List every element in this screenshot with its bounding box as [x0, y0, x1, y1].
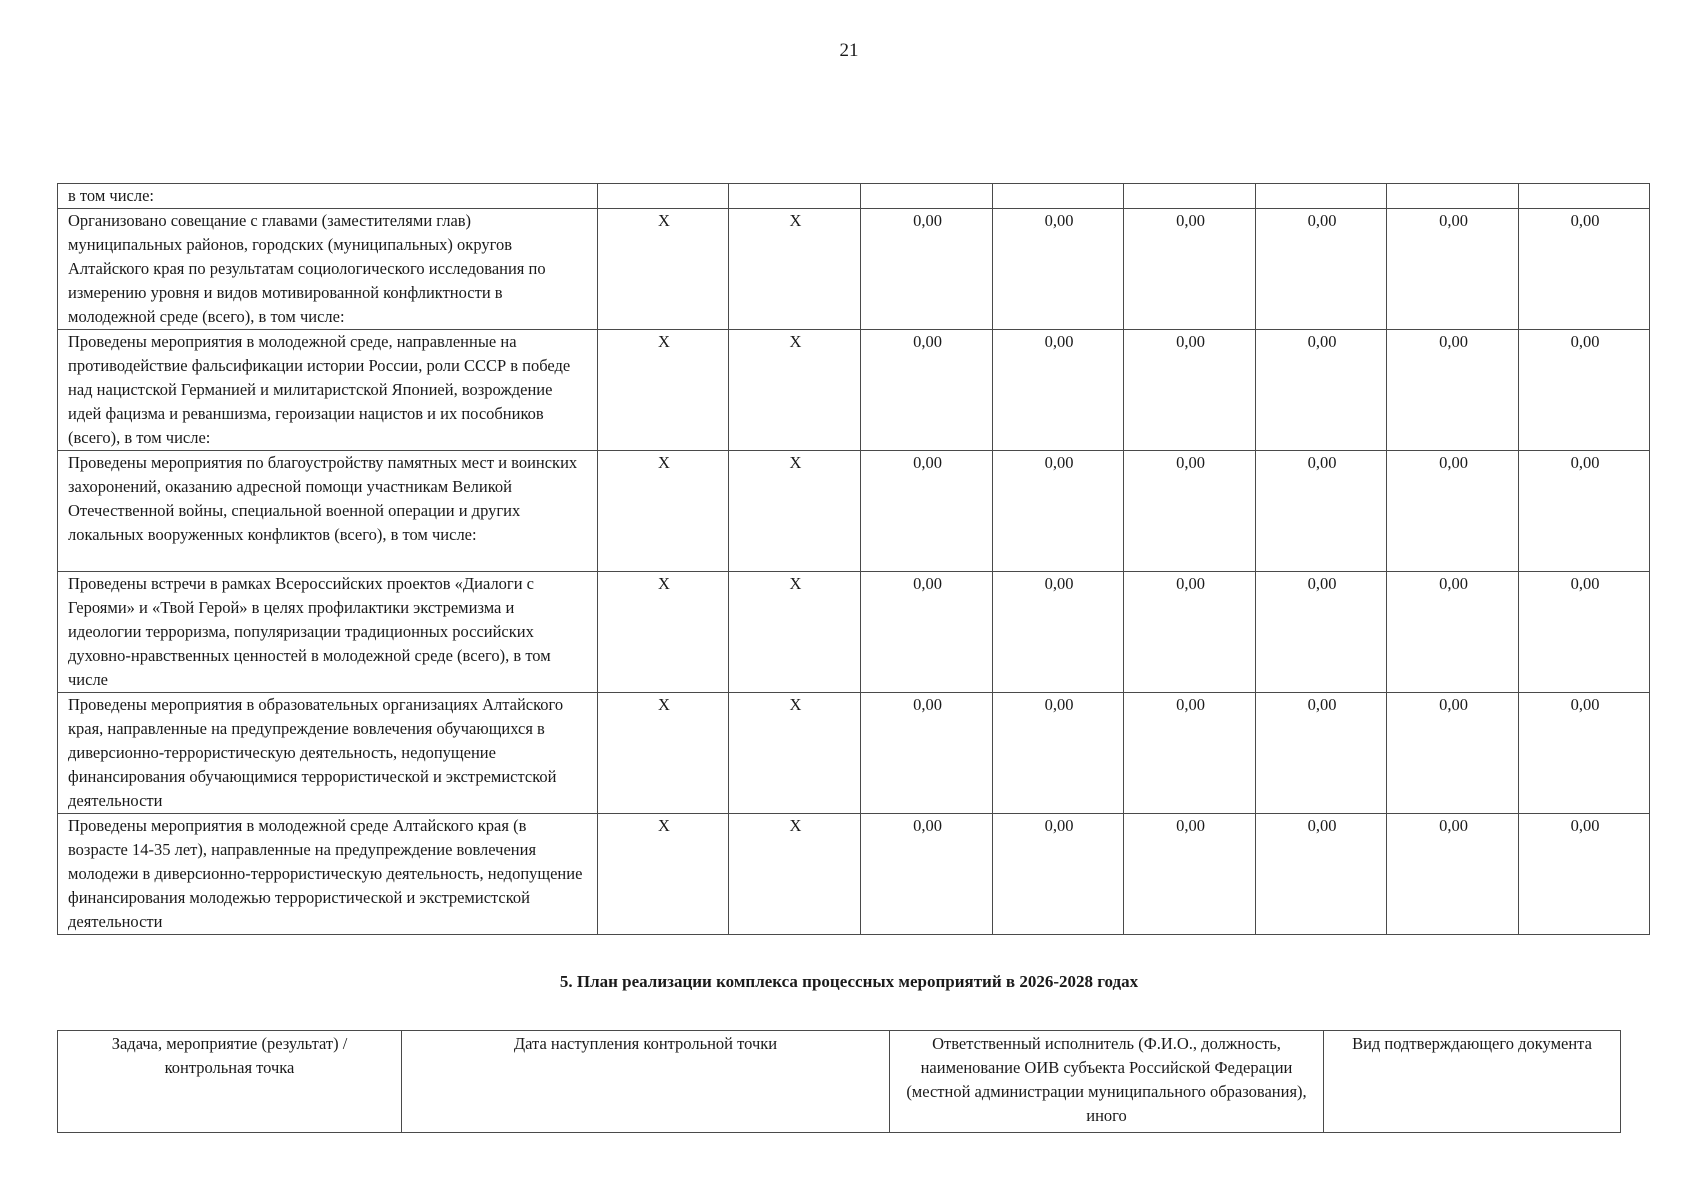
- row-description: Проведены мероприятия в образовательных организациях Алтайского края, направленные на предупреждение вовлечения обучающихся в диверсионно-террористическую деятельность, недопущение финансирования обучающимися террористической и экстремистской деятельности: [58, 693, 598, 814]
- row-description: Проведены мероприятия по благоустройству памятных мест и воинских захоронений, оказанию адресной помощи участникам Великой Отечественной войны, специальной военной операции и других локальных вооруженных конфликтов (всего), в том числе:: [58, 451, 598, 572]
- empty-cell: [1387, 184, 1519, 209]
- value-cell: 0,00: [993, 330, 1124, 451]
- row-description: Проведены встречи в рамках Всероссийских проектов «Диалоги с Героями» и «Твой Герой» в целях профилактики экстремизма и идеологии терроризма, популяризации традиционных российских духовно-нравственных ценностей в молодежной среде (всего), в том числе: [58, 572, 598, 693]
- value-cell: 0,00: [1256, 330, 1387, 451]
- value-cell: 0,00: [1387, 814, 1519, 935]
- table-row: [58, 693, 1650, 814]
- row-description: Организовано совещание с главами (заместителями глав) муниципальных районов, городских (муниципальных) округов Алтайского края по результатам социологического исследования по измерению уровня и видов мотивированной конфликтности в молодежной среде (всего), в том числе:: [58, 209, 598, 330]
- value-cell: 0,00: [1124, 330, 1256, 451]
- table-row: [58, 451, 1650, 572]
- value-cell: 0,00: [1519, 451, 1650, 572]
- empty-cell: [729, 184, 861, 209]
- value-cell: 0,00: [1256, 814, 1387, 935]
- value-cell: 0,00: [1124, 209, 1256, 330]
- value-cell: 0,00: [1519, 209, 1650, 330]
- plan-header-row: [58, 1031, 1621, 1133]
- value-cell: X: [729, 330, 861, 451]
- column-header-task: Задача, мероприятие (результат) / контрольная точка: [58, 1031, 402, 1133]
- value-cell: X: [598, 693, 729, 814]
- value-cell: 0,00: [861, 330, 993, 451]
- section-title: 5. План реализации комплекса процессных мероприятий в 2026-2028 годах: [559, 972, 1139, 991]
- value-cell: 0,00: [1124, 451, 1256, 572]
- value-cell: 0,00: [1519, 693, 1650, 814]
- column-header-date: Дата наступления контрольной точки: [402, 1031, 890, 1133]
- value-cell: 0,00: [1124, 572, 1256, 693]
- value-cell: 0,00: [993, 209, 1124, 330]
- value-cell: 0,00: [1256, 693, 1387, 814]
- empty-cell: [861, 184, 993, 209]
- value-cell: X: [729, 572, 861, 693]
- value-cell: 0,00: [993, 572, 1124, 693]
- value-cell: 0,00: [1256, 572, 1387, 693]
- value-cell: 0,00: [1387, 572, 1519, 693]
- value-cell: 0,00: [1519, 330, 1650, 451]
- table-row: [58, 572, 1650, 693]
- value-cell: 0,00: [993, 814, 1124, 935]
- value-cell: 0,00: [1519, 814, 1650, 935]
- table-row: [58, 814, 1650, 935]
- row-description: Проведены мероприятия в молодежной среде, направленные на противодействие фальсификации истории России, роли СССР в победе над нацистской Германией и милитаристской Японией, возрождение идей фацизма и реваншизма, героизации нацистов и их пособников (всего), в том числе:: [58, 330, 598, 451]
- table-row: [58, 209, 1650, 330]
- value-cell: X: [598, 451, 729, 572]
- value-cell: X: [729, 814, 861, 935]
- value-cell: X: [598, 572, 729, 693]
- column-header-document-type: Вид подтверждающего документа: [1324, 1031, 1621, 1133]
- value-cell: 0,00: [861, 209, 993, 330]
- empty-cell: [1124, 184, 1256, 209]
- value-cell: X: [598, 814, 729, 935]
- empty-cell: [1519, 184, 1650, 209]
- value-cell: X: [598, 330, 729, 451]
- funding-table: [57, 183, 1650, 935]
- plan-table: [57, 1030, 1621, 1133]
- value-cell: 0,00: [1124, 814, 1256, 935]
- value-cell: 0,00: [1387, 330, 1519, 451]
- value-cell: 0,00: [1256, 451, 1387, 572]
- empty-cell: [993, 184, 1124, 209]
- value-cell: 0,00: [861, 814, 993, 935]
- value-cell: 0,00: [861, 693, 993, 814]
- value-cell: 0,00: [993, 693, 1124, 814]
- value-cell: 0,00: [993, 451, 1124, 572]
- value-cell: X: [729, 693, 861, 814]
- value-cell: 0,00: [1387, 209, 1519, 330]
- row-description: Проведены мероприятия в молодежной среде Алтайского края (в возрасте 14-35 лет), направленные на предупреждение вовлечения молодежи в диверсионно-террористическую деятельность, недопущение финансирования молодежью террористической и экстремистской деятельности: [58, 814, 598, 935]
- page-number: 21: [839, 40, 859, 61]
- value-cell: 0,00: [1256, 209, 1387, 330]
- table-subheader-row: [58, 184, 1650, 209]
- value-cell: 0,00: [861, 451, 993, 572]
- column-header-responsible: Ответственный исполнитель (Ф.И.О., должность, наименование ОИВ субъекта Российской Федерации (местной администрации муниципального образования), иного: [890, 1031, 1324, 1133]
- subheader-label: в том числе:: [58, 184, 598, 209]
- table-row: [58, 330, 1650, 451]
- value-cell: 0,00: [1124, 693, 1256, 814]
- value-cell: 0,00: [1387, 451, 1519, 572]
- value-cell: 0,00: [1387, 693, 1519, 814]
- value-cell: 0,00: [1519, 572, 1650, 693]
- empty-cell: [598, 184, 729, 209]
- value-cell: X: [729, 451, 861, 572]
- value-cell: 0,00: [861, 572, 993, 693]
- value-cell: X: [729, 209, 861, 330]
- value-cell: X: [598, 209, 729, 330]
- empty-cell: [1256, 184, 1387, 209]
